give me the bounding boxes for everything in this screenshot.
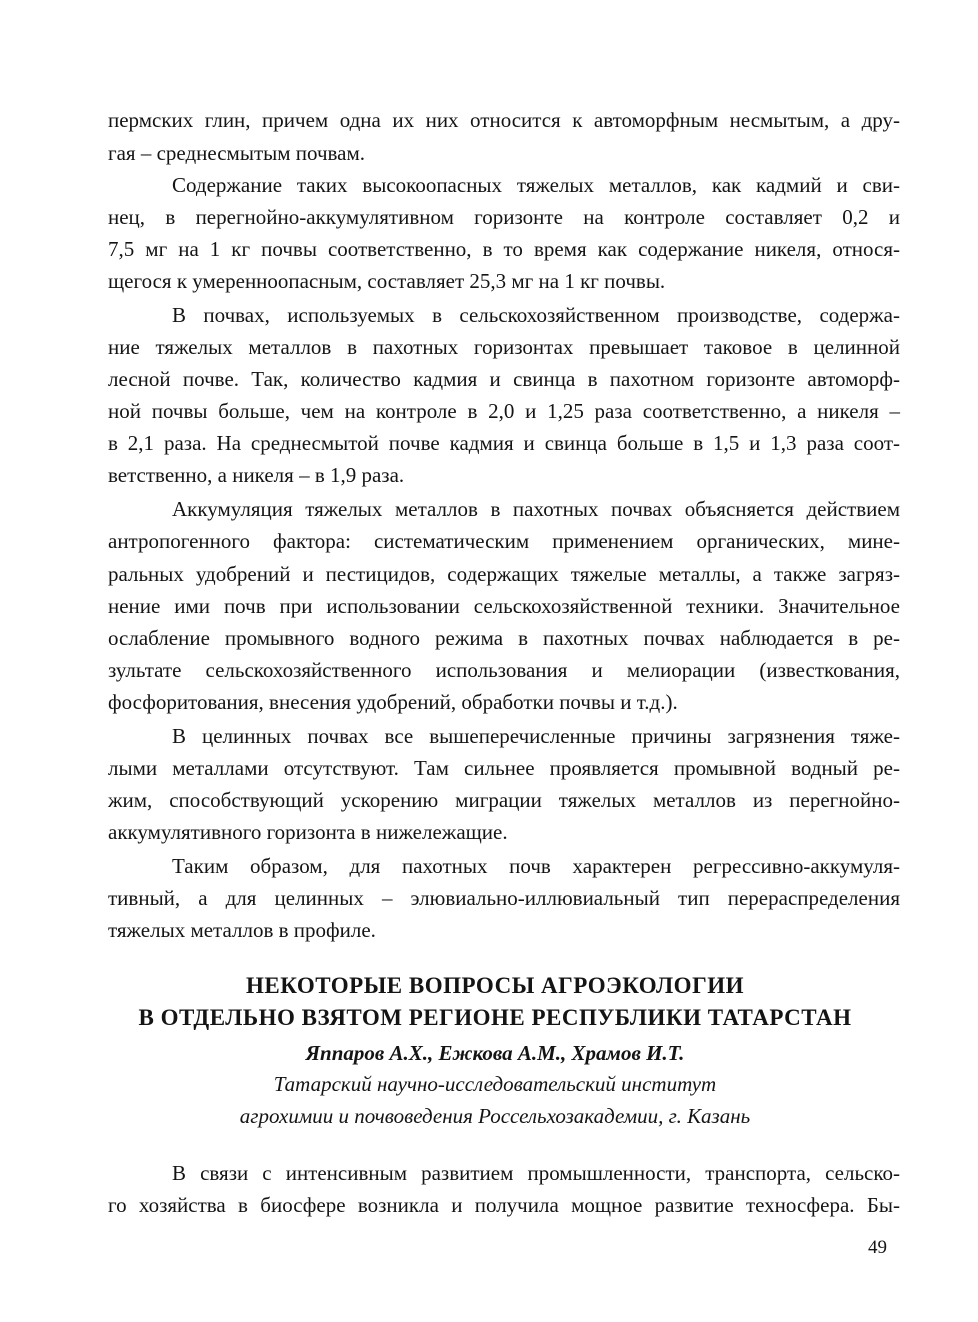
text-line: щегося к умереннoопасным, составляет 25,3 мг на 1 кг почвы. xyxy=(108,269,666,293)
text-line: фосфоритования, внесения удобрений, обработки почвы и т.д.). xyxy=(108,690,678,714)
section-title: В ОТДЕЛЬНО ВЗЯТОМ РЕГИОНЕ РЕСПУБЛИКИ ТАТАРСТАН xyxy=(138,1005,852,1030)
text-line: В связи с интенсивным развитием промышленности, транспорта, сельско- xyxy=(172,1161,900,1185)
text-line: аккумулятивного горизонта в нижележащие. xyxy=(108,820,508,844)
text-line: в 2,1 раза. На среднесмытой почве кадмия и свинца больше в 1,5 и 1,3 раза соот- xyxy=(108,431,900,455)
text-line: антропогенного фактора: систематическим применением органических, мине- xyxy=(108,529,900,553)
text-line: пермских глин, причем одна их них относится к автоморфным несмытым, а дру- xyxy=(108,108,900,132)
text-line: ной почвы больше, чем на контроле в 2,0 и 1,25 раза соответственно, а никеля – xyxy=(108,399,900,423)
text-line: лыми металлами отсутствуют. Там сильнее проявляется промывной водный ре- xyxy=(108,756,900,780)
text-line: лесной почве. Так, количество кадмия и свинца в пахотном горизонте автоморф- xyxy=(108,367,900,391)
text-line: Аккумуляция тяжелых металлов в пахотных почвах объясняется действием xyxy=(172,497,900,521)
text-line: В почвах, используемых в сельскохозяйственном производстве, содержа- xyxy=(172,303,900,327)
text-line: В целинных почвах все вышеперечисленные причины загрязнения тяже- xyxy=(172,724,900,748)
text-line: Содержание таких высокоопасных тяжелых металлов, как кадмий и сви- xyxy=(172,173,900,197)
authors: Яппаров А.Х., Ежкова А.М., Храмов И.Т. xyxy=(305,1041,685,1065)
text-line: ветственно, а никеля – в 1,9 раза. xyxy=(108,463,405,487)
text-line: гая – среднесмытым почвам. xyxy=(108,141,366,165)
text-line: жим, способствующий ускорению миграции тяжелых металлов из перегнойно- xyxy=(108,788,900,812)
text-line: зультате сельскохозяйственного использования и мелиорации (известкования, xyxy=(108,658,900,682)
text-line: тяжелых металлов в профиле. xyxy=(108,918,376,942)
text-line: нец, в перегнойно-аккумулятивном горизонте на контроле составляет 0,2 и xyxy=(108,205,900,229)
text-line: ние тяжелых металлов в пахотных горизонтах превышает таковое в целинной xyxy=(108,335,900,359)
text-line: тивный, а для целинных – элювиально-иллювиальный тип перераспределения xyxy=(108,886,900,910)
institute: Татарский научно-исследовательский институт xyxy=(273,1072,717,1096)
text-line: 7,5 мг на 1 кг почвы соответственно, в то время как содержание никеля, относя- xyxy=(108,237,900,261)
section-title: НЕКОТОРЫЕ ВОПРОСЫ АГРОЭКОЛОГИИ xyxy=(246,973,744,998)
text-line: нение ими почв при использовании сельскохозяйственной техники. Значительное xyxy=(108,594,900,618)
text-line: ральных удобрений и пестицидов, содержащих тяжелые металлы, а также загряз- xyxy=(108,562,900,586)
text-line: Таким образом, для пахотных почв характерен регрессивно-аккумуля- xyxy=(172,854,900,878)
text-line: го хозяйства в биосфере возникла и получила мощное развитие техносфера. Бы- xyxy=(108,1193,900,1217)
text-line: ослабление промывного водного режима в пахотных почвах наблюдается в ре- xyxy=(108,626,900,650)
institute: агрохимии и почвоведения Россельхозакадемии, г. Казань xyxy=(239,1104,751,1128)
page-number: 49 xyxy=(868,1237,887,1258)
